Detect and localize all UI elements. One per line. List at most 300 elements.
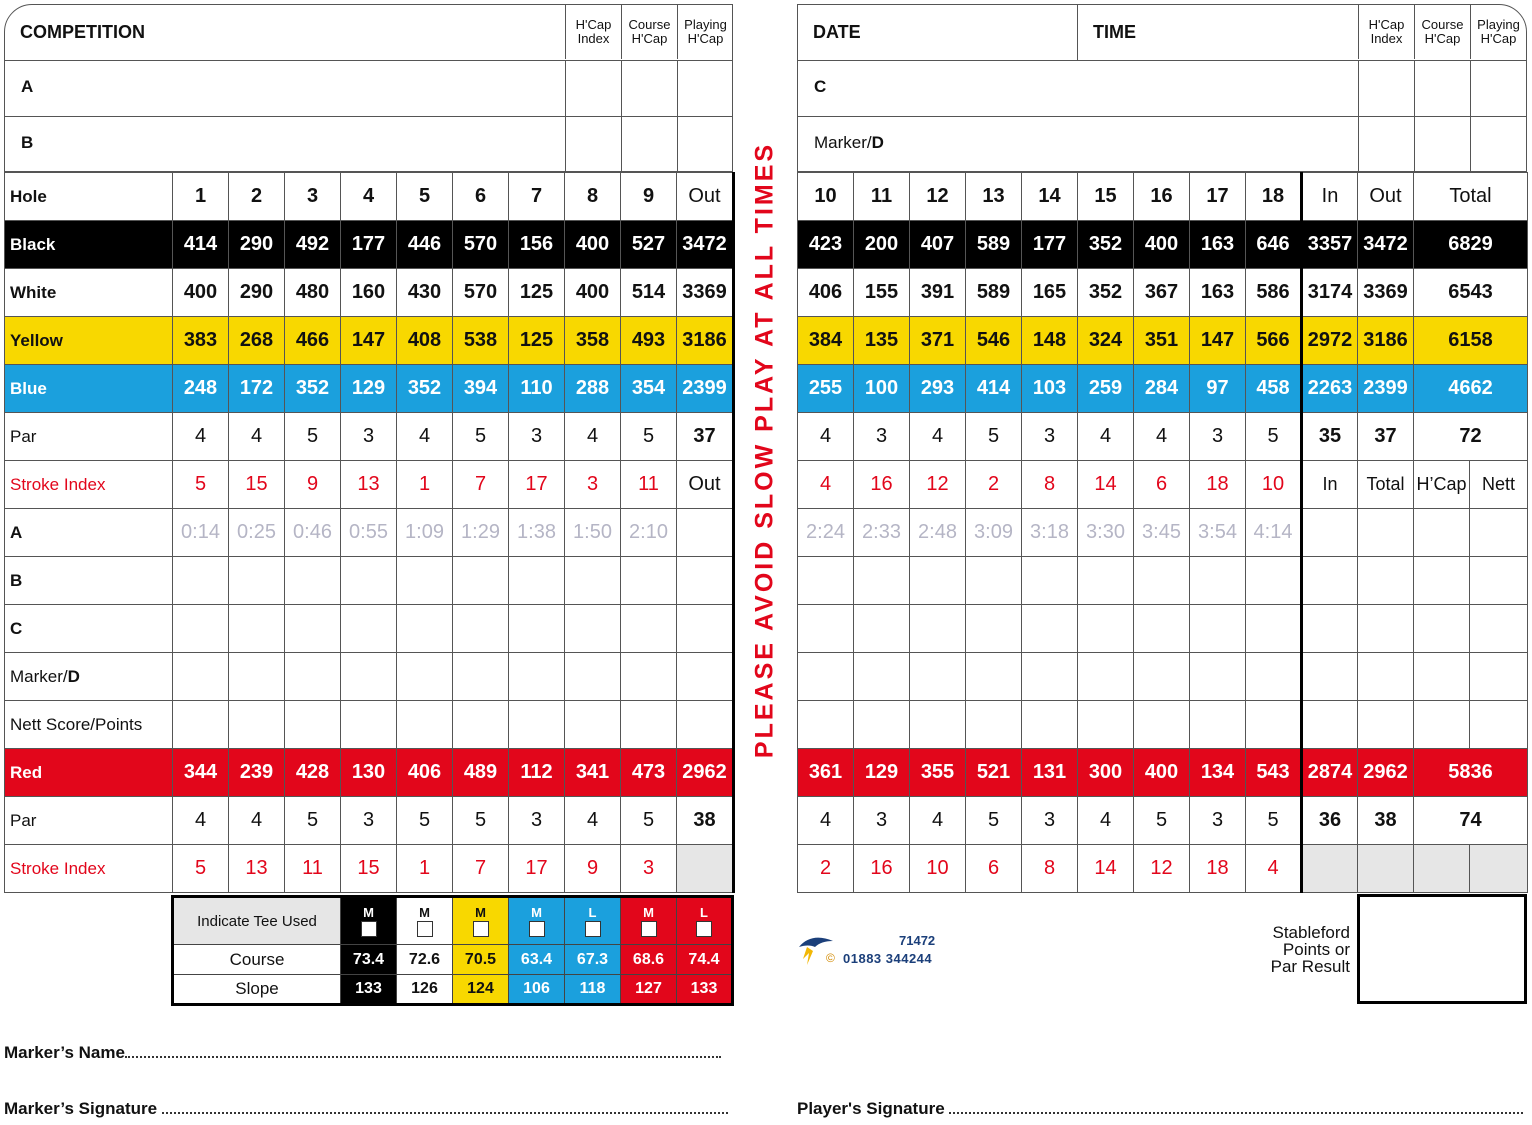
course-rating: 67.3 [565,945,621,975]
hole-value: 248 [173,365,229,413]
hole-value: 352 [1078,269,1134,317]
player-signature-label: Player's Signature [797,1099,950,1118]
hole-value: 18 [1190,845,1246,893]
white-tee-row [5,269,734,317]
nett-entry[interactable] [1470,653,1528,701]
score-entry[interactable] [798,701,854,749]
score-entry[interactable] [966,701,1022,749]
player-c-row[interactable] [798,60,1526,116]
tee-checkbox[interactable] [417,921,433,937]
date-label: DATE [813,22,861,42]
in-total: 2263 [1302,365,1358,413]
score-entry[interactable] [1246,653,1302,701]
score-entry[interactable] [397,557,453,605]
score-entry[interactable] [1078,653,1134,701]
hole-value: 135 [854,317,910,365]
hole-value: 268 [229,317,285,365]
score-entry[interactable] [229,557,285,605]
score-entry[interactable] [1078,701,1134,749]
playing-hcap-header-right: Playing H'Cap [1470,5,1526,59]
hole-value: 4 [1134,413,1190,461]
nett-entry[interactable] [1470,557,1528,605]
course-rating: 63.4 [509,945,565,975]
hole-value: 589 [966,269,1022,317]
score-entry[interactable] [453,653,509,701]
slope-rating: 127 [621,975,677,1005]
tee-checkbox[interactable] [473,921,489,937]
hole-value: 3 [565,461,621,509]
player-b-label: B [21,133,34,152]
hole-value: 148 [1022,317,1078,365]
player-b-row[interactable] [5,116,732,172]
hole-value: 352 [397,365,453,413]
player-a-row[interactable] [5,60,732,116]
in-total: 35 [1302,413,1358,461]
hole-value: 5 [1246,413,1302,461]
row-label: Marker/D [5,653,173,701]
hole-value: 361 [798,749,854,797]
score-entry[interactable] [173,701,229,749]
hole-value: 18 [1190,461,1246,509]
hole-value: 355 [910,749,966,797]
score-entry[interactable] [173,605,229,653]
back-hole-row [798,173,1528,221]
slope-rating: 126 [397,975,453,1005]
nett-entry[interactable] [1470,701,1528,749]
score-entry[interactable] [1134,653,1190,701]
date-time-header [797,4,1527,172]
hole-value: 12 [910,461,966,509]
marker-d-row[interactable] [798,116,1526,172]
marker-name-label: Marker’s Name [4,1043,125,1062]
out-total: 2399 [677,365,734,413]
score-entry[interactable] [229,605,285,653]
out-total [677,845,734,893]
score-entry[interactable] [1022,701,1078,749]
front-nine-table [4,172,735,893]
hole-value: 288 [565,365,621,413]
hole-value: 4 [798,413,854,461]
in-total[interactable] [1302,701,1358,749]
hole-value: 3 [621,845,677,893]
hole-value: 4 [1078,797,1134,845]
nett-entry[interactable] [1470,605,1528,653]
score-entry[interactable] [621,557,677,605]
stableford-result-box[interactable] [1357,894,1527,1004]
hole-value: 293 [910,365,966,413]
score-entry[interactable] [341,701,397,749]
hole-value: 344 [173,749,229,797]
score-entry[interactable] [397,701,453,749]
time-label: TIME [1093,22,1136,42]
score-entry[interactable] [1190,605,1246,653]
score-entry[interactable] [1078,605,1134,653]
nett-entry [1470,845,1528,893]
score-entry[interactable] [1134,701,1190,749]
tee-select[interactable] [397,897,453,945]
score-entry[interactable] [285,605,341,653]
tee-gender: L [588,904,597,920]
score-entry[interactable] [1078,557,1134,605]
hole-value: 493 [621,317,677,365]
course-rating: 68.6 [621,945,677,975]
row-label: Red [5,749,173,797]
hole-value: 367 [1134,269,1190,317]
score-entry[interactable] [966,653,1022,701]
score-entry[interactable] [453,557,509,605]
score-entry[interactable] [341,557,397,605]
score-entry[interactable] [798,557,854,605]
total-label: Total [1414,173,1528,221]
hole-value: 3 [341,797,397,845]
row-label: Black [5,221,173,269]
hole-value: 147 [341,317,397,365]
logo-code: 71472 [899,933,936,948]
row-label: Par [5,413,173,461]
hole-value: 400 [1134,749,1190,797]
score-entry[interactable] [509,605,565,653]
course-rating: 72.6 [397,945,453,975]
score-entry[interactable] [621,653,677,701]
stableford-label [1200,924,1350,975]
hole-value: 527 [621,221,677,269]
hole-number: 8 [565,173,621,221]
score-entry[interactable] [798,605,854,653]
score-entry[interactable] [509,653,565,701]
tee-select[interactable] [453,897,509,945]
hole-value: 125 [509,317,565,365]
hole-value: 543 [1246,749,1302,797]
score-entry[interactable] [565,701,621,749]
hole-value: 1:09 [397,509,453,557]
out-total[interactable] [677,605,734,653]
ladies-stroke-index-row [5,845,734,893]
hole-value: 570 [453,221,509,269]
score-entry[interactable] [565,557,621,605]
hole-value: 446 [397,221,453,269]
score-entry[interactable] [509,701,565,749]
hole-value: 10 [910,845,966,893]
row-label: Stroke Index [5,461,173,509]
course-hcap-header: Course H'Cap [621,5,677,59]
score-entry[interactable] [1022,653,1078,701]
hole-number: 11 [854,173,910,221]
score-entry[interactable] [910,557,966,605]
hcap-entry[interactable] [1414,701,1470,749]
hole-value: 177 [341,221,397,269]
grand-total: 72 [1414,413,1528,461]
score-entry[interactable] [1246,701,1302,749]
hole-value: 7 [453,845,509,893]
hole-value: 400 [1134,221,1190,269]
hole-value: 1:38 [509,509,565,557]
score-entry[interactable] [173,653,229,701]
hole-value: 371 [910,317,966,365]
tee-select[interactable] [677,897,733,945]
hole-value: 589 [966,221,1022,269]
in-total[interactable] [1302,653,1358,701]
hole-value: 0:46 [285,509,341,557]
score-entry[interactable] [966,605,1022,653]
score-entry[interactable] [1190,701,1246,749]
hcap-entry[interactable] [1414,557,1470,605]
hole-value: 3:45 [1134,509,1190,557]
hole-value: 147 [1190,317,1246,365]
score-entry[interactable] [1134,557,1190,605]
hole-value: 129 [854,749,910,797]
hole-label: Hole [5,173,173,221]
hole-value: 100 [854,365,910,413]
ladies-par-row [5,797,734,845]
nett-entry[interactable] [1470,509,1528,557]
out-total[interactable] [677,557,734,605]
in-total[interactable] [1302,557,1358,605]
hole-value: 354 [621,365,677,413]
hole-value: 1 [397,845,453,893]
hole-value: 3 [341,413,397,461]
score-entry[interactable] [565,605,621,653]
hole-value: 473 [621,749,677,797]
score-entry[interactable] [285,557,341,605]
stableford-line-2: Points or [1282,940,1350,959]
hole-value: 4 [910,797,966,845]
hole-value: 177 [1022,221,1078,269]
hole-value: 6 [966,845,1022,893]
stableford-line-3: Par Result [1270,957,1350,976]
score-entry[interactable] [397,653,453,701]
row-label: C [5,605,173,653]
hole-value: 2 [966,461,1022,509]
score-entry[interactable] [1190,653,1246,701]
hole-value: 406 [798,269,854,317]
in-total: 36 [1302,797,1358,845]
hole-number: 12 [910,173,966,221]
hole-value: 239 [229,749,285,797]
hole-value: 163 [1190,221,1246,269]
hole-value: 255 [798,365,854,413]
score-entry[interactable] [509,557,565,605]
hole-value: 480 [285,269,341,317]
score-entry[interactable] [229,701,285,749]
tee-select[interactable] [621,897,677,945]
score-entry[interactable] [453,605,509,653]
out-total: 3186 [1358,317,1414,365]
hole-value: 300 [1078,749,1134,797]
score-entry[interactable] [854,701,910,749]
hole-row [5,173,734,221]
hole-value: 4 [565,797,621,845]
in-total [1302,845,1358,893]
hole-value: 489 [453,749,509,797]
player-signature-field[interactable] [797,1099,1523,1119]
hole-value: 290 [229,269,285,317]
back-score-row-marker [798,653,1528,701]
in-total: 3174 [1302,269,1358,317]
hole-value: 103 [1022,365,1078,413]
hole-value: 15 [341,845,397,893]
hole-value: 4 [173,797,229,845]
grand-total: 5836 [1414,749,1528,797]
competition-header [4,4,733,172]
out-total: 3369 [677,269,734,317]
out-total: 38 [1358,797,1414,845]
back-nine-table [797,172,1528,893]
hcap-label: H’Cap [1414,461,1470,509]
tee-checkbox[interactable] [585,921,601,937]
competition-label: COMPETITION [20,22,145,42]
hole-value: 4:14 [1246,509,1302,557]
score-entry[interactable] [621,605,677,653]
marker-signature-field[interactable] [4,1099,728,1119]
hole-value: 2:48 [910,509,966,557]
tee-gender: M [419,904,430,920]
hole-value: 131 [1022,749,1078,797]
hole-value: 163 [1190,269,1246,317]
stableford-line-1: Stableford [1272,923,1350,942]
hcap-entry[interactable] [1414,653,1470,701]
hole-value: 538 [453,317,509,365]
score-entry[interactable] [798,653,854,701]
score-entry[interactable] [453,701,509,749]
score-entry[interactable] [966,557,1022,605]
slope-rating: 118 [565,975,621,1005]
score-entry[interactable] [173,557,229,605]
total-entry[interactable] [1358,701,1414,749]
score-entry[interactable] [1022,557,1078,605]
score-entry[interactable] [854,653,910,701]
hole-number: 2 [229,173,285,221]
score-entry[interactable] [1134,605,1190,653]
total-entry[interactable] [1358,509,1414,557]
hole-value: 15 [229,461,285,509]
score-entry[interactable] [1190,557,1246,605]
total-label: Total [1358,461,1414,509]
out-total[interactable] [677,701,734,749]
score-entry[interactable] [910,653,966,701]
score-entry[interactable] [565,653,621,701]
tee-checkbox[interactable] [529,921,545,937]
total-entry[interactable] [1358,653,1414,701]
out-total: 37 [677,413,734,461]
hole-number: 18 [1246,173,1302,221]
hole-value: 11 [285,845,341,893]
back-ladies-par-row [798,797,1528,845]
score-entry[interactable] [285,653,341,701]
slope-rating-label: Slope [173,975,341,1005]
out-total: 3472 [677,221,734,269]
total-entry[interactable] [1358,605,1414,653]
slope-rating: 106 [509,975,565,1005]
score-entry[interactable] [910,605,966,653]
hole-value: 400 [565,269,621,317]
out-total [677,509,734,557]
out-total: 38 [677,797,734,845]
hole-value: 290 [229,221,285,269]
hole-value: 0:55 [341,509,397,557]
hole-value: 14 [1078,461,1134,509]
hole-number: 14 [1022,173,1078,221]
hole-value: 156 [509,221,565,269]
hole-value: 5 [285,413,341,461]
back-black-tee-row [798,221,1528,269]
indicate-tee-label: Indicate Tee Used [173,897,341,945]
tee-select[interactable] [565,897,621,945]
hole-value: 130 [341,749,397,797]
out-total[interactable] [677,653,734,701]
course-rating: 74.4 [677,945,733,975]
in-label: In [1302,461,1358,509]
par-row [5,413,734,461]
hole-value: 414 [966,365,1022,413]
hole-number: 5 [397,173,453,221]
score-entry[interactable] [854,605,910,653]
hole-number: 16 [1134,173,1190,221]
hole-value: 155 [854,269,910,317]
hole-value: 97 [1190,365,1246,413]
score-entry[interactable] [397,605,453,653]
tee-select[interactable] [341,897,397,945]
in-total[interactable] [1302,509,1358,557]
yellow-tee-row [5,317,734,365]
hole-value: 5 [1134,797,1190,845]
tee-select[interactable] [509,897,565,945]
hole-value: 351 [1134,317,1190,365]
marker-signature-label: Marker’s Signature [4,1099,162,1118]
hole-value: 165 [1022,269,1078,317]
hole-value: 2:24 [798,509,854,557]
score-entry[interactable] [621,701,677,749]
score-entry[interactable] [910,701,966,749]
hcap-entry[interactable] [1414,509,1470,557]
score-entry[interactable] [1246,557,1302,605]
hole-value: 406 [397,749,453,797]
blue-tee-row [5,365,734,413]
hole-value: 514 [621,269,677,317]
in-total[interactable] [1302,605,1358,653]
tee-checkbox[interactable] [641,921,657,937]
hole-value: 3 [1190,797,1246,845]
hole-value: 4 [397,413,453,461]
out-total: 2962 [677,749,734,797]
marker-name-field[interactable] [4,1043,721,1063]
hole-value: 5 [621,413,677,461]
score-entry[interactable] [341,653,397,701]
hole-value: 8 [1022,845,1078,893]
logo-phone: 01883 344244 [843,951,933,966]
score-entry[interactable] [229,653,285,701]
hole-value: 4 [1246,845,1302,893]
row-label: A [5,509,173,557]
hole-value: 5 [453,797,509,845]
score-entry[interactable] [1246,605,1302,653]
grand-total: 4662 [1414,365,1528,413]
back-score-row-c [798,605,1528,653]
hole-value: 3 [509,413,565,461]
hole-value: 324 [1078,317,1134,365]
total-entry[interactable] [1358,557,1414,605]
score-entry[interactable] [341,605,397,653]
hole-value: 586 [1246,269,1302,317]
hole-value: 646 [1246,221,1302,269]
score-entry[interactable] [1022,605,1078,653]
tee-checkbox[interactable] [696,921,712,937]
tee-checkbox[interactable] [361,921,377,937]
score-entry[interactable] [285,701,341,749]
hole-value: 4 [1078,413,1134,461]
hcap-entry[interactable] [1414,605,1470,653]
row-label: Stroke Index [5,845,173,893]
score-entry[interactable] [854,557,910,605]
